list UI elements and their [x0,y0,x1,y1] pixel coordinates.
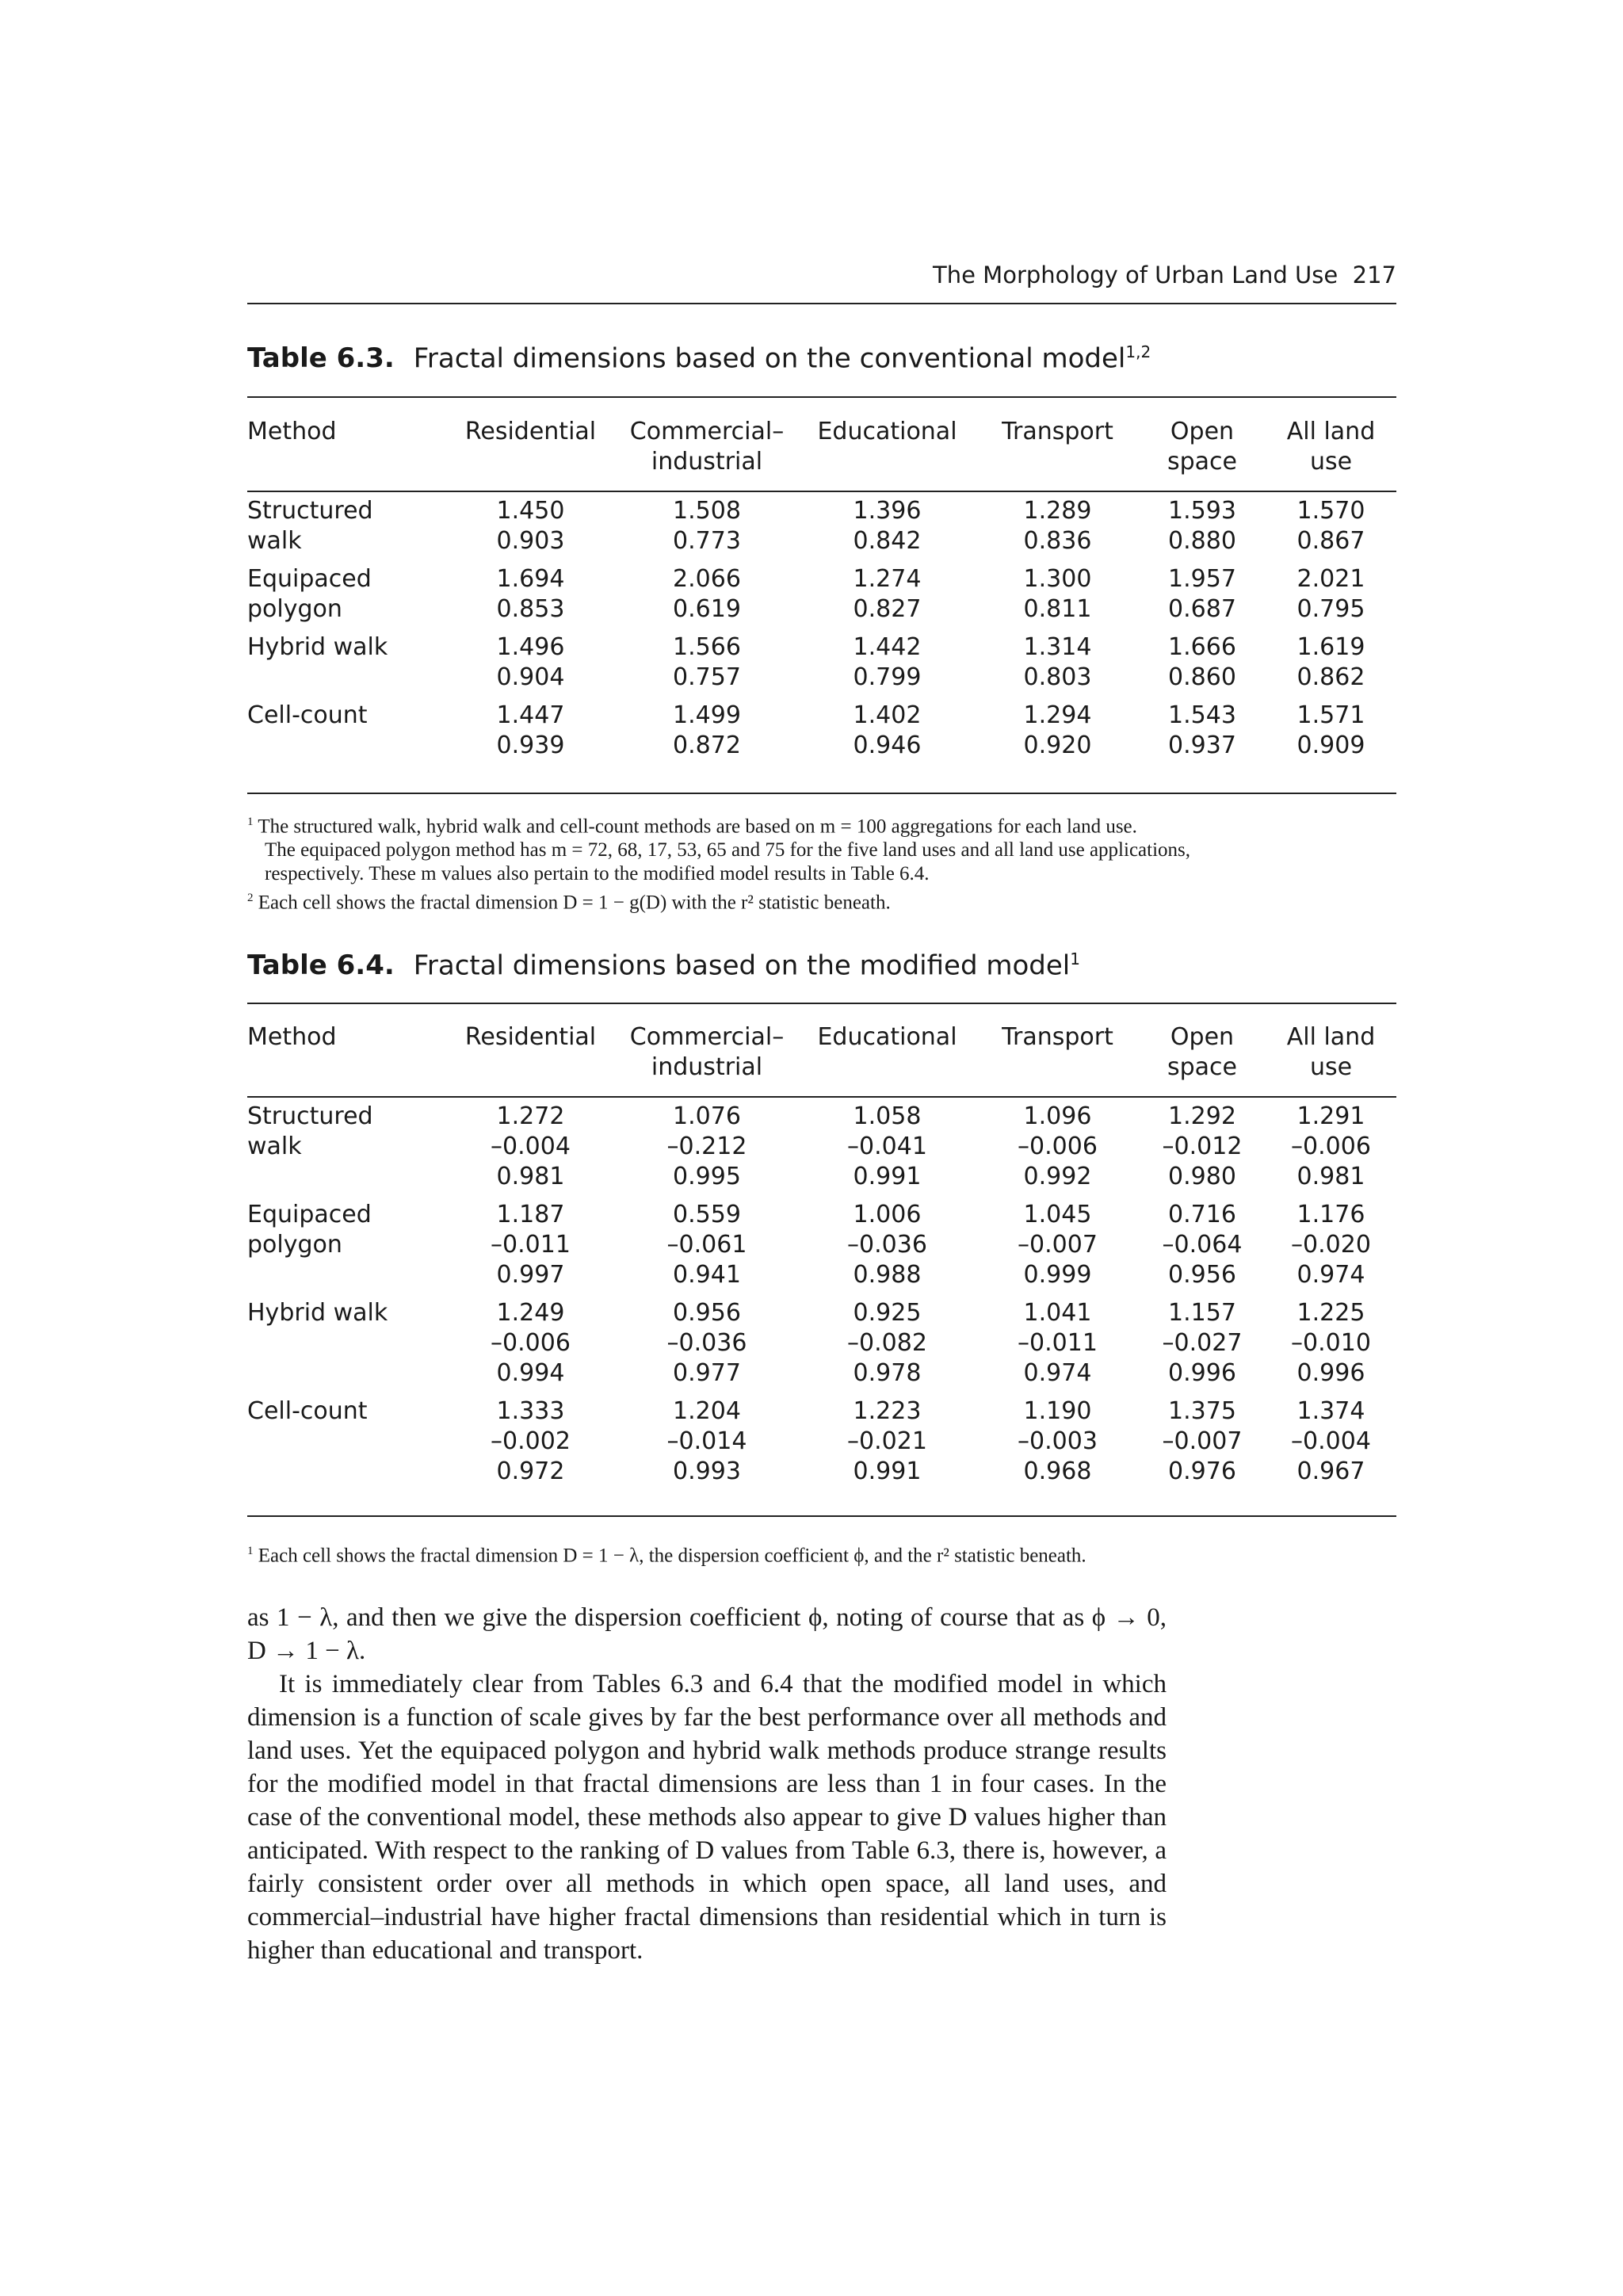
value-cell: 1.508 [673,497,741,525]
value-cell: 1.223 [853,1397,922,1425]
table-6-3-title [247,342,1151,374]
table-6-4-notes [247,1539,1396,1568]
table-row [247,1230,1396,1260]
table-note [247,886,1396,915]
body-paragraph: It is immediately clear from Tables 6.3 and 6.4 that the modified model in which dimension is a function of scale gives by far the best performance over all methods and land uses. Yet the equipaced polygon and hybrid walk methods produce strange results for the modified model in that fractal dimensions are less than 1 in four cases. In the case of the conventional model, these methods also appear to give D values higher than anticipated. With respect to the ranking of D values from Table 6.3, there is, however, a fairly consistent order over all methods in which open space, all land uses, and commercial–industrial have higher fractal dimensions than residential which in turn is higher than educational and transport. [247,1670,1167,1965]
value-cell: 0.903 [496,527,565,555]
table-header-rule [247,1096,1396,1098]
table-row [247,1200,1396,1230]
value-cell: 1.499 [673,701,741,729]
table-row [247,1427,1396,1457]
column-header: Educational [817,1023,957,1051]
table-row [247,1457,1396,1487]
note-text: The structured walk, hybrid walk and cell-count methods are based on m = 100 aggregations for each land use. [258,816,1137,838]
column-header: Residential [464,418,597,445]
value-cell: 1.450 [496,497,565,525]
value-cell: 1.442 [853,633,922,661]
value-cell: –0.027 [1162,1329,1243,1357]
method-cell: Hybrid walk [247,1299,388,1327]
table-6-4-title [247,949,1080,981]
table-caption: Fractal dimensions based on the modified model [413,949,1071,982]
value-cell: 1.272 [496,1102,565,1130]
value-cell: 0.803 [1023,663,1092,691]
value-cell: 0.981 [1296,1163,1365,1190]
table-caption-footnote-marks: 1 [1070,949,1080,968]
value-cell: 1.543 [1168,701,1236,729]
value-cell: 1.447 [496,701,565,729]
value-cell: 0.757 [673,663,741,691]
column-header: space [1167,448,1237,476]
method-cell: Cell-count [247,1397,368,1425]
value-cell: 1.187 [496,1201,565,1228]
note-text: Each cell shows the fractal dimension D = 1 − λ, the dispersion coefficient ϕ, and the r² statistic beneath. [258,1545,1086,1567]
table-row [247,1260,1396,1290]
value-cell: 0.559 [673,1201,741,1228]
method-cell: Structured [247,1102,373,1130]
value-cell: 0.980 [1168,1163,1236,1190]
table-row [247,526,1396,556]
value-cell: –0.020 [1291,1231,1371,1259]
value-cell: –0.064 [1162,1231,1243,1259]
value-cell: 0.956 [673,1299,741,1327]
value-cell: –0.004 [1291,1427,1371,1455]
value-cell: –0.061 [666,1231,747,1259]
value-cell: 0.872 [673,732,741,759]
table-header-row [247,1052,1396,1083]
value-cell: 1.402 [853,701,922,729]
column-header: industrial [651,448,763,476]
table-row [247,701,1396,731]
value-cell: 0.972 [496,1457,565,1485]
value-cell: 0.995 [673,1163,741,1190]
value-cell: 1.204 [673,1397,741,1425]
value-cell: 0.862 [1296,663,1365,691]
column-header: Residential [464,1023,597,1051]
header-rule [247,303,1396,304]
table-row [247,1396,1396,1427]
table-row [247,1328,1396,1358]
table-header-row [247,417,1396,447]
value-cell: 0.999 [1023,1261,1092,1289]
table-note [247,810,1396,839]
column-header: Open [1170,1023,1235,1051]
table-row [247,731,1396,761]
method-cell [247,1328,445,1358]
value-cell: 1.225 [1296,1299,1365,1327]
value-cell: 0.997 [496,1261,565,1289]
value-cell: 0.976 [1168,1457,1236,1485]
column-header: industrial [651,1053,763,1081]
note-number: 1 [247,1545,254,1557]
page-number: 217 [1352,262,1396,288]
value-cell: 0.993 [673,1457,741,1485]
value-cell: 0.988 [853,1261,922,1289]
value-cell: 1.694 [496,565,565,593]
value-cell: 1.291 [1296,1102,1365,1130]
value-cell: 0.974 [1296,1261,1365,1289]
table-caption: Fractal dimensions based on the conventional model [413,342,1126,375]
method-cell: Hybrid walk [247,633,388,661]
value-cell: 1.041 [1023,1299,1092,1327]
column-header: Open [1170,418,1235,445]
value-cell: 1.058 [853,1102,922,1130]
value-cell: –0.010 [1291,1329,1371,1357]
value-cell: –0.007 [1018,1231,1098,1259]
value-cell: –0.021 [847,1427,927,1455]
table-header-row [247,1022,1396,1052]
value-cell: 0.867 [1296,527,1365,555]
table-bottom-rule [247,793,1396,794]
value-cell: 1.274 [853,565,922,593]
column-header [976,1052,1139,1083]
table-bottom-rule [247,1515,1396,1517]
value-cell: –0.036 [847,1231,927,1259]
value-cell: –0.036 [666,1329,747,1357]
value-cell: 0.941 [673,1261,741,1289]
value-cell: 0.978 [853,1359,922,1387]
table-row [247,594,1396,625]
column-header: All land [1286,1023,1376,1051]
value-cell: 0.981 [496,1163,565,1190]
value-cell: 0.853 [496,595,565,623]
body-text [247,1601,1167,1967]
value-cell: 0.996 [1296,1359,1365,1387]
value-cell: 1.314 [1023,633,1092,661]
column-header: Transport [1002,418,1113,445]
value-cell: 0.939 [496,732,565,759]
column-header [445,447,616,477]
value-cell: –0.007 [1162,1427,1243,1455]
method-cell: walk [247,1133,302,1160]
table-note [247,862,1396,886]
table-row [247,663,1396,693]
column-header: use [1309,448,1353,476]
table-6-4 [247,1022,1396,1487]
value-cell: 1.096 [1023,1102,1092,1130]
method-cell: Equipaced [247,1201,372,1228]
column-header: All land [1286,418,1376,445]
value-cell: 0.842 [853,527,922,555]
value-cell: 2.066 [673,565,741,593]
value-cell: 0.795 [1296,595,1365,623]
value-cell: 1.619 [1296,633,1365,661]
column-header [247,1052,445,1083]
method-cell: Equipaced [247,565,372,593]
table-row [247,632,1396,663]
column-header [976,447,1139,477]
value-cell: 1.076 [673,1102,741,1130]
running-head [933,262,1396,288]
table-row [247,1358,1396,1389]
value-cell: 1.176 [1296,1201,1365,1228]
note-number: 1 [247,816,254,828]
method-cell [247,1260,445,1290]
value-cell: 0.716 [1168,1201,1236,1228]
value-cell: 1.006 [853,1201,922,1228]
value-cell: –0.011 [1018,1329,1098,1357]
value-cell: 0.968 [1023,1457,1092,1485]
value-cell: –0.003 [1018,1427,1098,1455]
value-cell: 0.904 [496,663,565,691]
value-cell: 0.937 [1168,732,1236,759]
table-row [247,1162,1396,1192]
table-top-rule [247,396,1396,398]
value-cell: –0.041 [847,1133,927,1160]
method-cell: Cell-count [247,701,368,729]
value-cell: 0.773 [673,527,741,555]
value-cell: 1.157 [1168,1299,1236,1327]
table-6-3-notes [247,810,1396,915]
column-header: Commercial– [629,418,785,445]
column-header: Commercial– [629,1023,785,1051]
value-cell: 1.666 [1168,633,1236,661]
running-title: The Morphology of Urban Land Use [933,262,1338,288]
table-note [247,1539,1396,1568]
table-row [247,564,1396,594]
note-text: The equipaced polygon method has m = 72, 68, 17, 53, 65 and 75 for the five land uses and all land use applications, [265,839,1191,861]
table-header-rule [247,491,1396,492]
value-cell: 0.860 [1168,663,1236,691]
value-cell: 0.977 [673,1359,741,1387]
table-label: Table 6.3. [247,342,395,375]
value-cell: 1.333 [496,1397,565,1425]
value-cell: 0.991 [853,1457,922,1485]
value-cell: 1.957 [1168,565,1236,593]
value-cell: –0.006 [1291,1133,1371,1160]
value-cell: 0.925 [853,1299,922,1327]
column-header: Method [247,1023,337,1051]
table-6-3 [247,417,1396,761]
column-header: space [1167,1053,1237,1081]
value-cell: 0.811 [1023,595,1092,623]
value-cell: –0.012 [1162,1133,1243,1160]
value-cell: 0.956 [1168,1261,1236,1289]
method-cell: polygon [247,595,342,623]
value-cell: 0.920 [1023,732,1092,759]
method-cell [247,731,445,761]
table-note [247,839,1396,862]
value-cell: 0.994 [496,1359,565,1387]
value-cell: 0.967 [1296,1457,1365,1485]
table-row [247,1132,1396,1162]
value-cell: 1.292 [1168,1102,1236,1130]
table-caption-footnote-marks: 1,2 [1125,342,1151,361]
value-cell: 0.827 [853,595,922,623]
column-header [798,1052,976,1083]
value-cell: 1.294 [1023,701,1092,729]
value-cell: 2.021 [1296,565,1365,593]
value-cell: –0.082 [847,1329,927,1357]
value-cell: 1.593 [1168,497,1236,525]
value-cell: 0.687 [1168,595,1236,623]
body-paragraph: as 1 − λ, and then we give the dispersion coefficient ϕ, noting of course that as ϕ → 0, D → 1 − λ. [247,1603,1167,1665]
table-row [247,496,1396,526]
value-cell: 0.619 [673,595,741,623]
value-cell: –0.006 [1018,1133,1098,1160]
method-cell [247,1427,445,1457]
value-cell: 1.496 [496,633,565,661]
table-label: Table 6.4. [247,949,395,982]
column-header [798,447,976,477]
value-cell: 1.300 [1023,565,1092,593]
value-cell: –0.014 [666,1427,747,1455]
method-cell [247,1358,445,1389]
column-header [445,1052,616,1083]
value-cell: 0.992 [1023,1163,1092,1190]
method-cell: walk [247,527,302,555]
note-text: respectively. These m values also pertain to the modified model results in Table 6.4. [265,863,930,885]
value-cell: –0.004 [491,1133,571,1160]
value-cell: 1.396 [853,497,922,525]
value-cell: 1.190 [1023,1397,1092,1425]
method-cell: polygon [247,1231,342,1259]
value-cell: –0.002 [491,1427,571,1455]
method-cell [247,1457,445,1487]
table-row [247,1102,1396,1132]
value-cell: 0.836 [1023,527,1092,555]
value-cell: –0.212 [666,1133,747,1160]
value-cell: 0.909 [1296,732,1365,759]
value-cell: 1.571 [1296,701,1365,729]
method-cell: Structured [247,497,373,525]
column-header: Method [247,418,337,445]
value-cell: –0.006 [491,1329,571,1357]
value-cell: 1.289 [1023,497,1092,525]
method-cell [247,1162,445,1192]
value-cell: 0.996 [1168,1359,1236,1387]
column-header: Educational [817,418,957,445]
value-cell: –0.011 [491,1231,571,1259]
column-header: use [1309,1053,1353,1081]
value-cell: 0.799 [853,663,922,691]
table-top-rule [247,1003,1396,1004]
value-cell: 0.974 [1023,1359,1092,1387]
column-header [247,447,445,477]
note-number: 2 [247,892,254,905]
value-cell: 1.374 [1296,1397,1365,1425]
table-row [247,1298,1396,1328]
note-text: Each cell shows the fractal dimension D = 1 − g(D) with the r² statistic beneath. [258,892,891,914]
method-cell [247,663,445,693]
value-cell: 1.045 [1023,1201,1092,1228]
value-cell: 0.991 [853,1163,922,1190]
value-cell: 1.566 [673,633,741,661]
value-cell: 1.375 [1168,1397,1236,1425]
value-cell: 0.880 [1168,527,1236,555]
value-cell: 0.946 [853,732,922,759]
value-cell: 1.570 [1296,497,1365,525]
value-cell: 1.249 [496,1299,565,1327]
table-header-row [247,447,1396,477]
column-header: Transport [1002,1023,1113,1051]
